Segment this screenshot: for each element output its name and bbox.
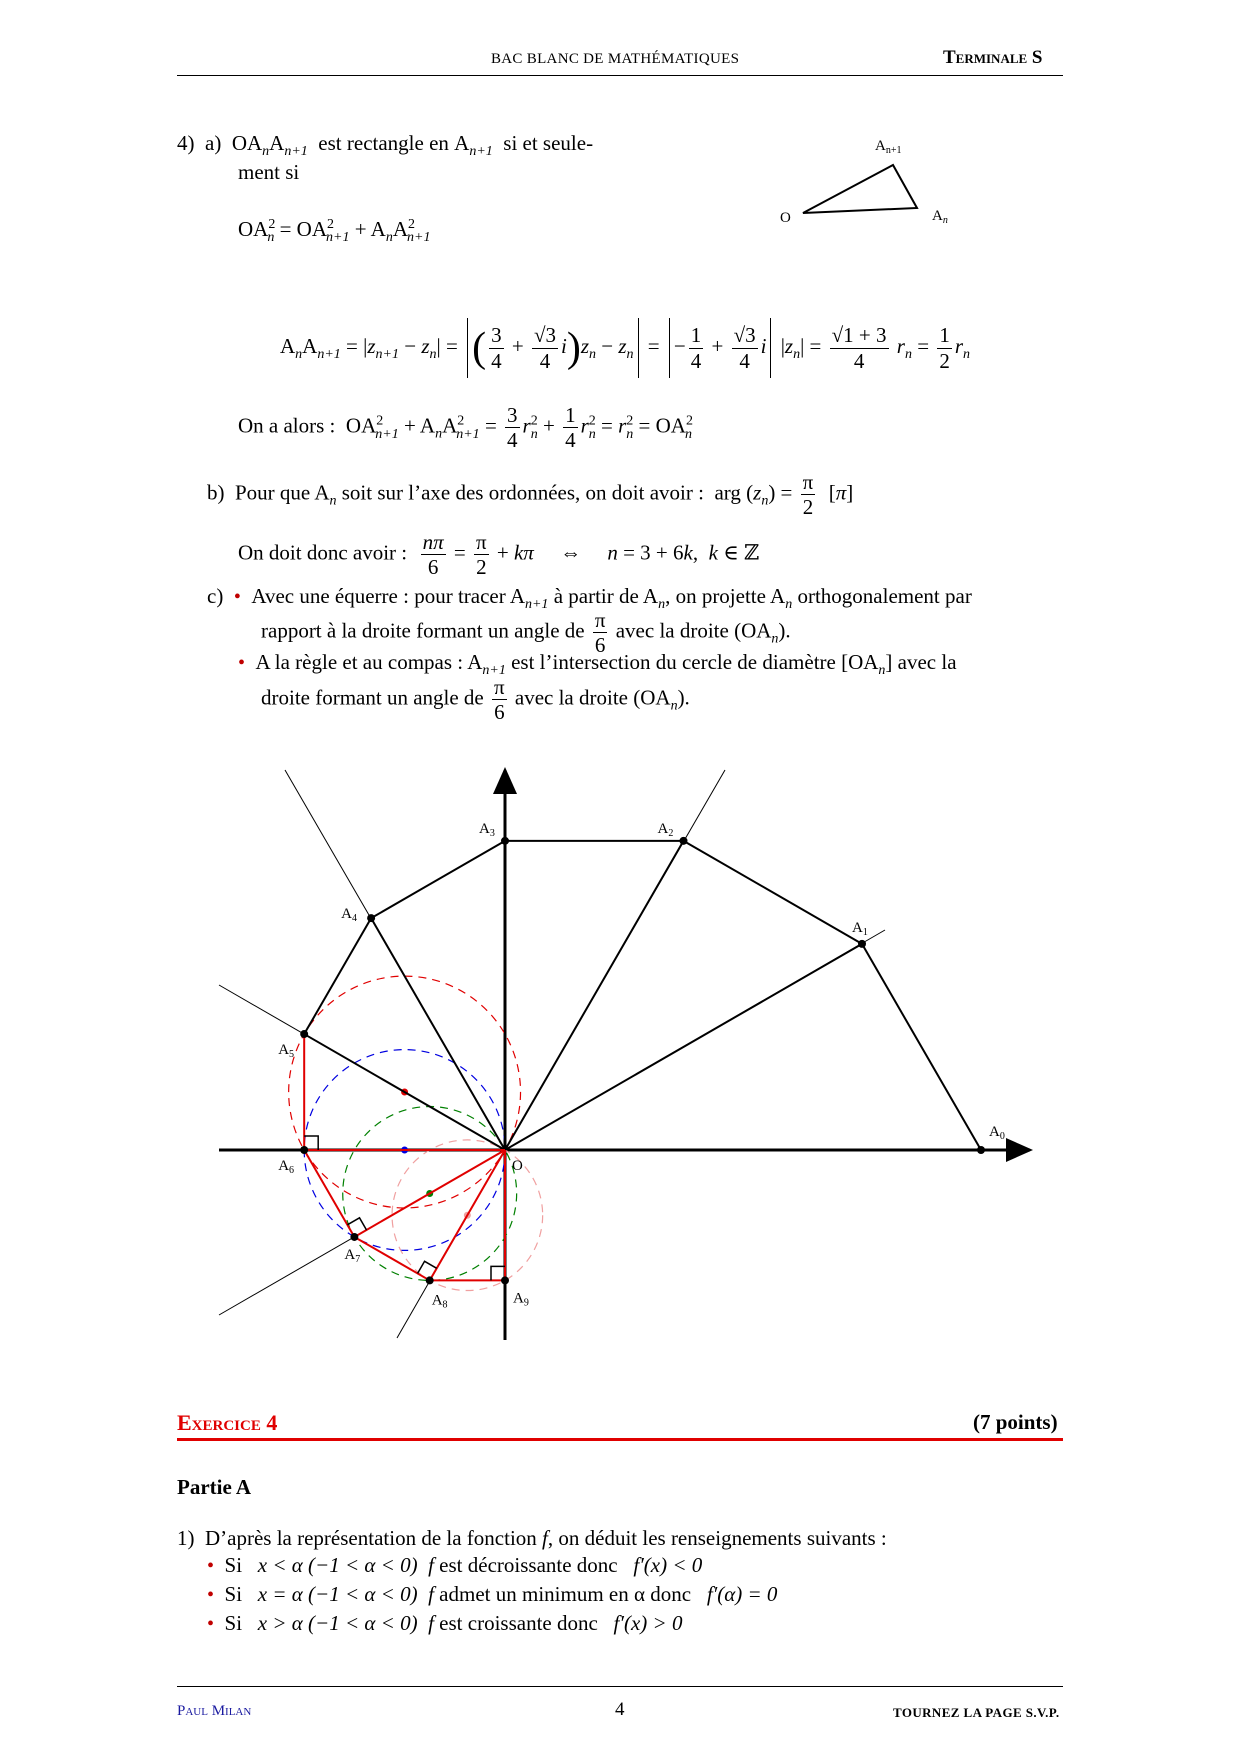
exercise-bullet-3: • Si x > α (−1 < α < 0) f est croissante donc f′(x) > 0: [207, 1611, 683, 1635]
q4-b: b) Pour que $A_n$ soit sur l’axe des ordonnées, on doit avoir : arg $(z_n)$ = $\frac{\pi}{2}$ [π]: [207, 470, 854, 520]
on-a-alors: On a alors : $OA^2_{n+1} + A_nA^2_{n+1}$ = $\frac{3}{4}$ $r^2_n$ + $\frac{1}{4}$ $r^2_n = r^2_n = OA^2_n$: [238, 403, 693, 453]
exercise-bullet-2: • Si x = α (−1 < α < 0) f admet un minimum en α donc f′(α) = 0: [207, 1582, 778, 1606]
ray-5: [304, 1034, 505, 1150]
header-title: BAC BLANC DE MATHÉMATIQUES: [491, 51, 740, 67]
distance-equation: $A_nA_{n+1} = |z_{n+1} - z_n|$ = ( $\frac{3}{4}$ + $\frac{√3}{4}$ $i)z_n - z_n$ = − $\frac{1}{4}$ + $\frac{√3}{4}$ i $|z_n|$ = $\frac{√1 + 3}{4}$ $r_n$ = $\frac{1}{2}$ $r_n$: [280, 318, 970, 378]
point-a1: [858, 940, 866, 948]
exercise-title: Exercice 4: [177, 1410, 278, 1435]
label-a5: $A_5$: [278, 1042, 295, 1061]
partie-a: Partie A: [177, 1475, 252, 1499]
exercise-q1: 1) D’après la représentation de la fonction f, on déduit les renseignements suivants :: [177, 1526, 887, 1550]
label-a0: $A_0$: [989, 1124, 1005, 1142]
label-an: $A_n$: [932, 208, 948, 226]
q4-c-bullet2: • A la règle et au compas : $A_{n+1}$ est l’intersection du cercle de diamètre $[OA_n]$ avec la: [238, 650, 957, 679]
label-a8: $A_8$: [431, 1292, 448, 1311]
exercise-bullet-1: • Si x < α (−1 < α < 0) f est décroissante donc f′(x) < 0: [207, 1553, 703, 1577]
exercise-points: (7 points): [973, 1410, 1058, 1434]
label-a4: $A_4$: [341, 906, 357, 925]
point-a5: [300, 1030, 308, 1038]
label-a6: $A_6$: [278, 1158, 295, 1176]
label-a9: $A_9$: [513, 1290, 529, 1309]
point-a7: [350, 1233, 358, 1241]
point-a6: [300, 1146, 308, 1154]
polygon-edge-1: [684, 841, 863, 944]
q4-c-bullet2-line2: droite formant un angle de $\frac{\pi}{6}$ avec la droite $(OA_n)$.: [261, 675, 690, 725]
label-o: O: [780, 210, 791, 226]
red-edge-6: [304, 1150, 354, 1237]
red-ray-8: [430, 1150, 505, 1280]
ray-2: [505, 841, 684, 1150]
label-origin: O: [512, 1158, 523, 1174]
q4-a-line2: ment si: [238, 160, 300, 184]
point-a8: [426, 1276, 434, 1284]
footer-author: Paul Milan: [177, 1703, 252, 1719]
q4-c-bullet1: c) • Avec une équerre : pour tracer $A_{n+1}$ à partir de $A_n$, on projette $A_n$ orthogonalement par: [207, 584, 972, 613]
pythagore-equation: $OA^2_n = OA^2_{n+1} + A_nA^2_{n+1}$: [238, 217, 431, 246]
point-a4: [367, 914, 375, 922]
footer-right: TOURNEZ LA PAGE S.V.P.: [893, 1705, 1060, 1720]
ray-1: [505, 944, 862, 1150]
point-a3: [501, 837, 509, 845]
exercise-rule: [177, 1438, 1063, 1441]
point-a9: [501, 1276, 509, 1284]
red-edge-7: [354, 1237, 429, 1280]
red-ray-7: [354, 1150, 505, 1237]
footer-page: 4: [615, 1699, 625, 1720]
point-a2: [680, 837, 688, 845]
polygon-edge-0: [862, 944, 981, 1150]
q4-c-bullet1-line2: rapport à la droite formant un angle de $\frac{\pi}{6}$ avec la droite $(OA_n)$.: [261, 608, 791, 658]
label-an1: $A_{n+1}$: [875, 138, 902, 156]
polygon-edge-3: [371, 841, 505, 918]
footer-rule: [177, 1686, 1063, 1687]
label-a7: $A_7$: [344, 1246, 361, 1265]
header-class: Terminale S: [943, 47, 1043, 68]
label-a2: $A_2$: [657, 820, 674, 839]
polygon-edge-4: [304, 918, 371, 1034]
q4-b-solution: On doit donc avoir : $\frac{n\pi}{6}$ = $\frac{\pi}{2}$ + kπ ⇔ n = 3 + 6k, k ∈ ℤ: [238, 530, 760, 580]
q4-label: 4) a) $OA_nA_{n+1}$ est rectangle en $A_{n+1}$ si et seule-: [177, 131, 594, 160]
label-a3: $A_3$: [479, 820, 495, 839]
point-a0: [977, 1146, 985, 1154]
label-a1: $A_1$: [852, 919, 868, 938]
